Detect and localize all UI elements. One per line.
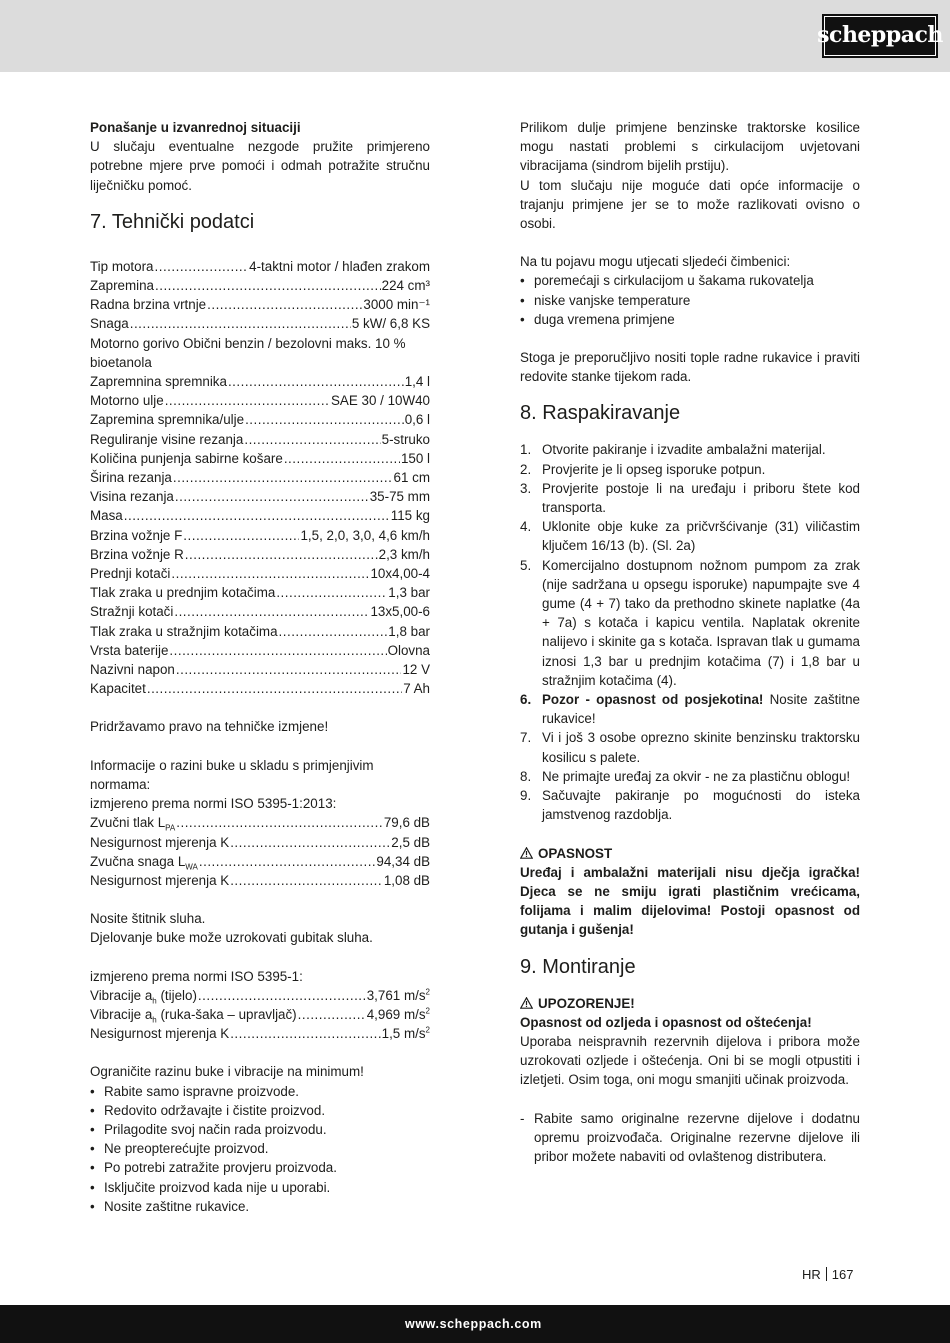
section-9-title: 9. Montiranje <box>520 955 636 978</box>
spec-value <box>300 526 430 545</box>
dot-leader <box>175 487 369 506</box>
spec-label-text: Zvučna snaga L <box>90 853 186 869</box>
factors-intro: Na tu pojavu mogu utjecati sljedeći čimbenici: <box>520 254 791 270</box>
hearing-loss-note: Djelovanje buke može uzrokovati gubitak sluha. <box>90 930 373 946</box>
spec-value <box>363 295 430 314</box>
section-7-title: 7. Tehnički podatci <box>90 210 255 233</box>
spec-label <box>90 391 164 410</box>
spec-label <box>90 833 229 852</box>
step-item <box>520 728 860 766</box>
spec-value-text: 1,3 bar <box>388 585 430 601</box>
spec-value-text: 5-struko <box>381 431 430 447</box>
spec-value <box>367 986 430 1005</box>
spec-value-text: 2,5 dB <box>391 834 430 850</box>
spec-value-text: 1,4 l <box>404 374 430 390</box>
spec-label <box>90 430 243 449</box>
fuel-spec: Motorno gorivo Obični benzin / bezolovni maks. 10 % bioetanola <box>90 335 406 370</box>
spec-label <box>90 314 129 333</box>
noise-specs <box>90 813 430 890</box>
noise-norm: izmjereno prema normi ISO 5395-1:2013: <box>90 796 337 812</box>
spare-parts-list <box>520 1109 860 1167</box>
spec-value <box>388 641 430 660</box>
step-number: 5. <box>520 557 532 573</box>
spec-value <box>331 391 430 410</box>
dot-leader <box>155 257 249 276</box>
step-text: Nosite zaštitne rukavice! <box>542 692 860 727</box>
step-item <box>520 440 860 459</box>
dot-leader <box>171 564 369 583</box>
spec-row <box>90 391 430 410</box>
spec-label <box>90 602 173 621</box>
spec-value-text: 61 cm <box>393 470 430 486</box>
dot-leader <box>228 372 404 391</box>
warning-heading <box>520 994 860 1013</box>
spec-value-superscript: 2 <box>425 987 430 997</box>
dot-leader <box>230 833 390 852</box>
spec-value <box>405 410 430 429</box>
dot-leader <box>199 852 376 871</box>
spec-label-text: Tlak zraka u stražnjim kotačima <box>90 623 278 639</box>
divider <box>826 1267 827 1281</box>
step-item <box>520 460 860 479</box>
spec-row <box>90 679 430 698</box>
spec-value <box>370 564 430 583</box>
section-8-title: 8. Raspakiravanje <box>520 402 681 425</box>
spec-row <box>90 1024 430 1043</box>
vibration-text-2: U tom slučaju nije moguće dati opće informacije o trajanju primjene jer se to može razlikovati ovisno o osobi. <box>520 177 860 232</box>
dot-leader <box>176 813 383 832</box>
spec-list-2 <box>90 372 430 698</box>
step-number: 6. <box>520 692 532 708</box>
spec-label <box>90 622 278 641</box>
list-item: • Redovito održavajte i čistite proizvod. <box>90 1101 430 1120</box>
spec-label-subscript: h <box>152 996 157 1006</box>
spec-value-text: 10x4,00-4 <box>370 566 430 582</box>
list-item: • duga vremena primjene <box>520 310 860 329</box>
spec-row <box>90 564 430 583</box>
spec-label <box>90 583 275 602</box>
spec-value-text: 7 Ah <box>403 681 430 697</box>
left-column <box>90 118 430 1216</box>
factors-list <box>520 271 860 329</box>
spec-label-text: Masa <box>90 508 123 524</box>
spec-label <box>90 449 283 468</box>
list-item: • poremećaji s cirkulacijom u šakama rukovatelja <box>520 271 860 290</box>
spec-value <box>352 314 430 333</box>
dot-leader <box>230 1024 380 1043</box>
spec-row <box>90 410 430 429</box>
spec-label <box>90 1024 229 1043</box>
spec-value-text: 79,6 dB <box>383 815 430 831</box>
step-item <box>520 690 860 728</box>
spec-label <box>90 487 174 506</box>
spec-value <box>249 257 430 276</box>
footer-url[interactable]: www.scheppach.com <box>405 1317 542 1331</box>
spec-row <box>90 506 430 525</box>
spec-row <box>90 372 430 391</box>
dot-leader <box>276 583 387 602</box>
spec-row <box>90 660 430 679</box>
spec-value-text: 1,8 bar <box>388 623 430 639</box>
spec-value <box>403 679 430 698</box>
vibration-norm: izmjereno prema normi ISO 5395-1: <box>90 968 303 984</box>
unpacking-steps <box>520 440 860 824</box>
spec-value-text: 3,761 m/s <box>366 987 426 1003</box>
spec-value-text: 115 kg <box>390 508 430 524</box>
spec-label-text: Snaga <box>90 316 129 332</box>
step-number: 9. <box>520 788 532 804</box>
step-text: Otvorite pakiranje i izvadite ambalažni materijal. <box>542 442 826 458</box>
spec-value-text: 3000 min⁻¹ <box>363 297 430 313</box>
spec-value <box>388 583 430 602</box>
emergency-text: U slučaju eventualne nezgode pružite primjereno potrebne mjere prve pomoći i odmah potražite stručnu liječničku pomoć. <box>90 139 430 193</box>
spec-label-text: Stražnji kotači <box>90 604 174 620</box>
header-bar <box>0 0 950 72</box>
dot-leader <box>183 526 299 545</box>
spec-value-text: 4-taktni motor / hlađen zrakom <box>249 258 430 274</box>
spec-label-suffix: (tijelo) <box>156 987 197 1003</box>
spec-label-text: Količina punjenja sabirne košare <box>90 450 283 466</box>
spec-value-text: 224 cm³ <box>381 278 430 294</box>
spec-row <box>90 871 430 890</box>
spec-label <box>90 564 170 583</box>
spec-value <box>376 852 430 871</box>
spec-row <box>90 545 430 564</box>
spec-row <box>90 602 430 621</box>
spec-value <box>367 1005 430 1024</box>
step-number: 8. <box>520 768 532 784</box>
spec-value <box>401 449 430 468</box>
spec-value-text: 5 kW/ 6,8 KS <box>351 316 430 332</box>
page-num: 167 <box>831 1267 854 1282</box>
spec-value <box>379 545 430 564</box>
list-item: • Ne preopterećujte proizvod. <box>90 1139 430 1158</box>
spec-row <box>90 852 430 871</box>
dot-leader <box>147 679 402 698</box>
spec-value <box>382 276 430 295</box>
list-item: • niske vanjske temperature <box>520 291 860 310</box>
spec-value-text: 150 l <box>400 450 430 466</box>
spec-label-text: Nesigurnost mjerenja K <box>90 1026 230 1042</box>
spec-row <box>90 641 430 660</box>
spec-label <box>90 545 184 564</box>
dot-leader <box>244 430 380 449</box>
spec-value-text: SAE 30 / 10W40 <box>331 393 430 409</box>
spec-label-text: Nazivni napon <box>90 662 175 678</box>
spec-value-text: 94,34 dB <box>376 853 430 869</box>
dot-leader <box>169 641 386 660</box>
spec-value <box>382 1024 430 1043</box>
spec-row <box>90 295 430 314</box>
spec-label <box>90 852 198 871</box>
spec-label <box>90 468 172 487</box>
step-item <box>520 556 860 690</box>
spec-value <box>391 506 430 525</box>
spec-row <box>90 833 430 852</box>
spec-label <box>90 660 175 679</box>
footer-bar <box>0 1305 950 1343</box>
step-text: Uklonite obje kuke za pričvršćivanje (31) viličastim ključem 16/13 (b). (Sl. 2a) <box>542 519 860 554</box>
spec-value-text: 1,5 m/s <box>381 1026 426 1042</box>
spec-value <box>405 372 430 391</box>
page-number <box>802 1265 853 1284</box>
spec-row <box>90 583 430 602</box>
spec-label-subscript: WA <box>185 862 198 872</box>
spec-value-text: 1,5, 2,0, 3,0, 4,6 km/h <box>300 527 430 543</box>
dot-leader <box>207 295 362 314</box>
spec-label-text: Zapremina <box>90 278 155 294</box>
spec-row <box>90 487 430 506</box>
spec-row <box>90 986 430 1005</box>
spec-list <box>90 257 430 334</box>
spec-label-subscript: PA <box>165 823 176 833</box>
page-language: HR <box>802 1267 821 1282</box>
spec-label-text: Radna brzina vrtnje <box>90 297 207 313</box>
spec-label-text: Reguliranje visine rezanja <box>90 431 244 447</box>
ear-protection-note: Nosite štitnik sluha. <box>90 911 206 927</box>
spec-label-text: Vibracije a <box>90 1006 153 1022</box>
spec-label-text: Tlak zraka u prednjim kotačima <box>90 585 276 601</box>
limit-title: Ograničite razinu buke i vibracije na minimum! <box>90 1064 364 1080</box>
spec-label-text: Nesigurnost mjerenja K <box>90 872 230 888</box>
spec-label-suffix: (ruka-šaka – upravljač) <box>156 1006 297 1022</box>
spec-row <box>90 257 430 276</box>
list-item: - Rabite samo originalne rezervne dijelove i dodatnu opremu proizvođača. Originalne rezervne dijelove ili pribor možete nabaviti od ovlaštenog distributera. <box>520 1109 860 1167</box>
spec-row <box>90 813 430 832</box>
spec-label-text: Vrsta baterije <box>90 642 169 658</box>
dot-leader <box>124 506 390 525</box>
spec-value-text: 13x5,00-6 <box>370 604 430 620</box>
spec-row <box>90 449 430 468</box>
danger-heading <box>520 844 860 863</box>
spec-label <box>90 526 182 545</box>
spec-value <box>370 487 430 506</box>
danger-label: OPASNOST <box>538 845 613 861</box>
spec-row <box>90 276 430 295</box>
spec-label-text: Zvučni tlak L <box>90 815 166 831</box>
limit-list <box>90 1082 430 1216</box>
spec-label <box>90 295 206 314</box>
step-text: Ne primajte uređaj za okvir - ne za plastičnu oblogu! <box>542 768 851 784</box>
dot-leader <box>279 622 388 641</box>
spec-value-superscript: 2 <box>425 1025 430 1035</box>
spec-label <box>90 986 197 1005</box>
spec-value <box>402 660 430 679</box>
right-column <box>520 118 860 1166</box>
danger-text: Uređaj i ambalažni materijali nisu dječja igračka! Djeca se ne smiju igrati plastičnim vrećicama, folijama i malim dijelovima! Postoji opasnost od gutanja i gušenja! <box>520 864 860 938</box>
spec-label <box>90 813 175 832</box>
spec-row <box>90 622 430 641</box>
step-warning: Pozor - opasnost od posjekotina! <box>542 692 764 708</box>
spec-label-text: Širina rezanja <box>90 470 172 486</box>
spec-row <box>90 526 430 545</box>
spec-row <box>90 468 430 487</box>
spec-label <box>90 372 227 391</box>
spec-value <box>382 430 430 449</box>
spec-value <box>388 622 430 641</box>
dot-leader <box>198 986 366 1005</box>
warning-subtitle: Opasnost od ozljeda i opasnost od oštećenja! <box>520 1014 812 1030</box>
step-text: Vi i još 3 osobe oprezno skinite benzinsku traktorsku kosilicu s palete. <box>542 730 860 765</box>
spec-label-text: Zapremina spremnika/ulje <box>90 412 245 428</box>
emergency-title: Ponašanje u izvanrednoj situaciji <box>90 120 301 135</box>
spec-value-text: Olovna <box>387 642 430 658</box>
spec-value-text: 35-75 mm <box>369 489 430 505</box>
dot-leader <box>174 602 369 621</box>
spec-value-superscript: 2 <box>425 1006 430 1016</box>
spec-label-text: Prednji kotači <box>90 566 171 582</box>
spec-label-text: Visina rezanja <box>90 489 174 505</box>
step-number: 1. <box>520 442 532 458</box>
noise-intro: Informacije o razini buke u skladu s primjenjivim normama: <box>90 757 374 792</box>
dot-leader <box>298 1005 366 1024</box>
spec-label-text: Vibracije a <box>90 987 153 1003</box>
dot-leader <box>284 449 400 468</box>
spec-row <box>90 314 430 333</box>
spec-label <box>90 871 229 890</box>
spec-value-text: 1,08 dB <box>383 872 430 888</box>
spec-label <box>90 257 154 276</box>
list-item: • Isključite proizvod kada nije u uporabi. <box>90 1178 430 1197</box>
spec-label-text: Kapacitet <box>90 681 146 697</box>
vibration-text-1: Prilikom dulje primjene benzinske traktorske kosilice mogu nastati problemi s cirkulacijom uvjetovani vibracijama (sindrom bijelih prstiju). <box>520 120 860 174</box>
dot-leader <box>185 545 378 564</box>
dot-leader <box>130 314 351 333</box>
brand-logo: scheppach <box>822 14 938 58</box>
step-text: Provjerite postoje li na uređaju i priboru štete kod transporta. <box>542 480 860 516</box>
vibration-specs <box>90 986 430 1044</box>
list-item: • Po potrebi zatražite provjeru proizvoda. <box>90 1158 430 1177</box>
spec-label <box>90 506 123 525</box>
step-number: 2. <box>520 461 532 477</box>
reserve-note: Pridržavamo pravo na tehničke izmjene! <box>90 719 329 735</box>
warning-triangle-icon <box>520 997 533 1009</box>
spec-value-text: 4,969 m/s <box>366 1006 426 1022</box>
list-item: • Nosite zaštitne rukavice. <box>90 1197 430 1216</box>
spec-label-text: Brzina vožnje F <box>90 527 183 543</box>
warning-label: UPOZORENJE! <box>538 995 635 1011</box>
spec-value-text: 0,6 l <box>404 412 430 428</box>
dot-leader <box>165 391 330 410</box>
spec-label <box>90 410 244 429</box>
spec-label <box>90 679 146 698</box>
spec-label-text: Tip motora <box>90 258 154 274</box>
step-item <box>520 786 860 824</box>
step-item <box>520 767 860 786</box>
step-item <box>520 479 860 517</box>
dot-leader <box>176 660 402 679</box>
gloves-text: Stoga je preporučljivo nositi tople radne rukavice i praviti redovite stanke tijekom rada. <box>520 350 860 385</box>
step-text: Sačuvajte pakiranje po mogućnosti do isteka jamstvenog razdoblja. <box>542 788 860 823</box>
spec-value-text: 12 V <box>402 662 430 678</box>
warning-triangle-icon <box>520 847 533 859</box>
step-item <box>520 517 860 555</box>
spec-value <box>384 871 430 890</box>
spec-label <box>90 641 168 660</box>
step-text: Komercijalno dostupnom nožnom pumpom za zrak (nije sadržana u opsegu isporuke) napumpajte sve 4 gume (4 + 7) tako da prethodno skinete naplatke (4a + 7a) s kotača i kapicu ventila. Naplatak okrenite nalijevo i skinite ga s kotača. Ispravan tlak u gumama iznosi 1,3 bar u prednjim kotačima (7) i 1,8 bar u stražnjim kotačima (4). <box>542 557 860 688</box>
step-text: Provjerite je li opseg isporuke potpun. <box>542 461 766 477</box>
list-item: • Rabite samo ispravne proizvode. <box>90 1082 430 1101</box>
spec-value <box>394 468 430 487</box>
step-number: 7. <box>520 730 532 746</box>
spec-label-text: Motorno ulje <box>90 393 164 409</box>
spec-label-text: Brzina vožnje R <box>90 546 184 562</box>
spec-row <box>90 430 430 449</box>
step-number: 3. <box>520 480 532 496</box>
step-number: 4. <box>520 519 532 535</box>
spec-value <box>384 813 430 832</box>
spec-row <box>90 1005 430 1024</box>
dot-leader <box>173 468 393 487</box>
dot-leader <box>245 410 404 429</box>
spec-value-text: 2,3 km/h <box>378 546 430 562</box>
dot-leader <box>155 276 381 295</box>
list-item: • Prilagodite svoj način rada proizvodu. <box>90 1120 430 1139</box>
spec-value <box>391 833 430 852</box>
spec-label-text: Zapremnina spremnika <box>90 374 227 390</box>
spec-label <box>90 1005 297 1024</box>
spec-label-text: Nesigurnost mjerenja K <box>90 834 230 850</box>
spec-label-subscript: h <box>152 1015 157 1025</box>
spec-value <box>370 602 430 621</box>
dot-leader <box>230 871 383 890</box>
warning-text: Uporaba neispravnih rezervnih dijelova i pribora može uzrokovati ozljede i oštećenja. Oni bi se mogli otpustiti i izletjeti. Osim toga, oni mogu smanjiti učinak proizvoda. <box>520 1033 860 1088</box>
spec-label <box>90 276 154 295</box>
